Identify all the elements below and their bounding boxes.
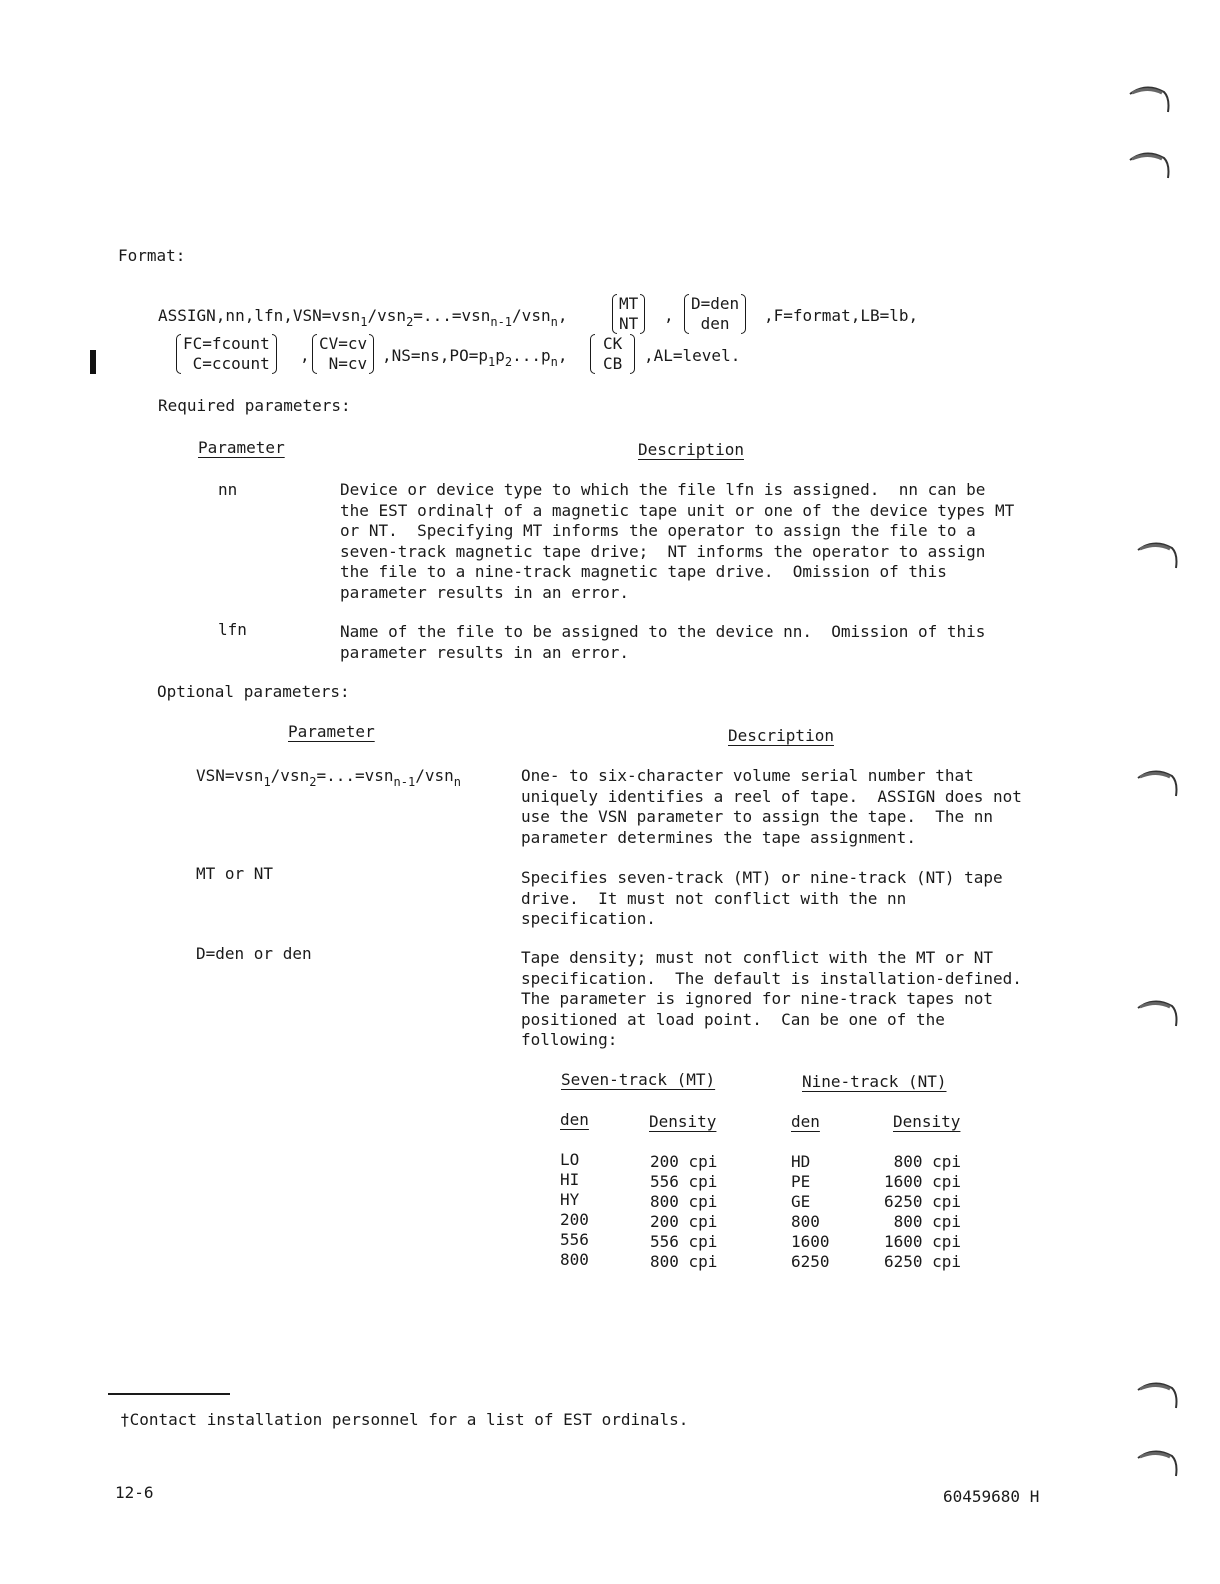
check-choice: CK CB [590,334,635,374]
binder-hole-mark [1136,1380,1178,1410]
param-lfn: lfn [218,620,247,639]
optional-params-label: Optional parameters: [157,682,350,701]
param-density: D=den or den [196,944,312,963]
param-vsn-description: One- to six-character volume serial number that uniquely identifies a reel of tape. ASSIGN does not use the VSN parameter to assign the tape. The nn parameter determines the tape assignment. [521,766,1022,847]
nine-den-values: HD PE GE 800 1600 6250 [791,1152,830,1271]
binder-hole-mark [1128,150,1170,180]
syntax-line-1: ASSIGN,nn,lfn,VSN=vsn$_1$/vsn$_2$=...=vsn$_{n-1}$/vsn$_n$, [158,306,568,329]
seven-den-column-header: den [560,1110,589,1129]
description-header: Description [728,726,834,745]
nine-track-header: Nine-track (NT) [802,1072,947,1091]
description-header: Description [638,440,744,459]
seven-den-values: LO HI HY 200 556 800 [560,1150,589,1269]
footnote: †Contact installation personnel for a list of EST ordinals. [120,1410,689,1429]
param-vsn: VSN=vsn$_1$/vsn$_2$=...=vsn$_{n-1}$/vsn$_n$ [196,766,461,789]
param-lfn-description: Name of the file to be assigned to the device nn. Omission of this parameter results in an error. [340,622,986,662]
format-label: Format: [118,246,186,265]
nine-density-column-header: Density [893,1112,961,1131]
binder-hole-mark [1128,84,1170,114]
required-params-label: Required parameters: [158,396,351,415]
param-mt-nt: MT or NT [196,864,274,883]
param-mt-nt-description: Specifies seven-track (MT) or nine-track (NT) tape drive. It must not conflict with the nn specification. [521,868,1003,928]
nine-density-values: 800 cpi 1600 cpi 6250 cpi 800 cpi 1600 cpi 6250 cpi [884,1152,962,1271]
binder-hole-mark [1136,998,1178,1028]
syntax-comma: , [664,306,674,325]
document-number: 60459680 H [943,1487,1040,1506]
binder-hole-mark [1136,768,1178,798]
binder-hole-mark [1136,1448,1178,1478]
conversion-choice: CV=cv N=cv [312,334,374,374]
syntax-line-1-tail: ,F=format,LB=lb, [764,306,919,325]
change-bar [90,350,96,374]
mt-nt-choice: MT NT [612,294,645,334]
param-density-description: Tape density; must not conflict with the MT or NT specification. The default is installation-defined. The parameter is ignored for nine-track tapes not positioned at load point. Can be one of the following: [521,948,1022,1049]
syntax-line-2: $,NS=ns,PO=p_1p_2...p_n$, [382,346,568,369]
parameter-header: Parameter [288,722,375,741]
seven-density-values: 200 cpi 556 cpi 800 cpi 200 cpi 556 cpi 800 cpi [650,1152,718,1271]
seven-density-column-header: Density [649,1112,717,1131]
parameter-header: Parameter [198,438,285,457]
page-number: 12-6 [115,1483,154,1502]
seven-track-header: Seven-track (MT) [561,1070,716,1089]
nine-den-column-header: den [791,1112,820,1131]
density-choice: D=den den [684,294,746,334]
binder-hole-mark [1136,540,1178,570]
syntax-line-2-tail: ,AL=level. [644,346,741,365]
param-nn: nn [218,480,238,499]
syntax-comma: , [300,346,310,365]
param-nn-description: Device or device type to which the file lfn is assigned. nn can be the EST ordinal† of a magnetic tape unit or one of the device types MT or NT. Specifying MT informs the operator to assign the file to a seven-track magnetic tape drive; NT informs the operator to assign the file to a nine-track magnetic tape drive. Omission of this parameter results in an error. [340,480,1015,602]
footnote-rule [108,1393,230,1395]
count-choice: FC=fcount C=ccount [176,334,277,374]
